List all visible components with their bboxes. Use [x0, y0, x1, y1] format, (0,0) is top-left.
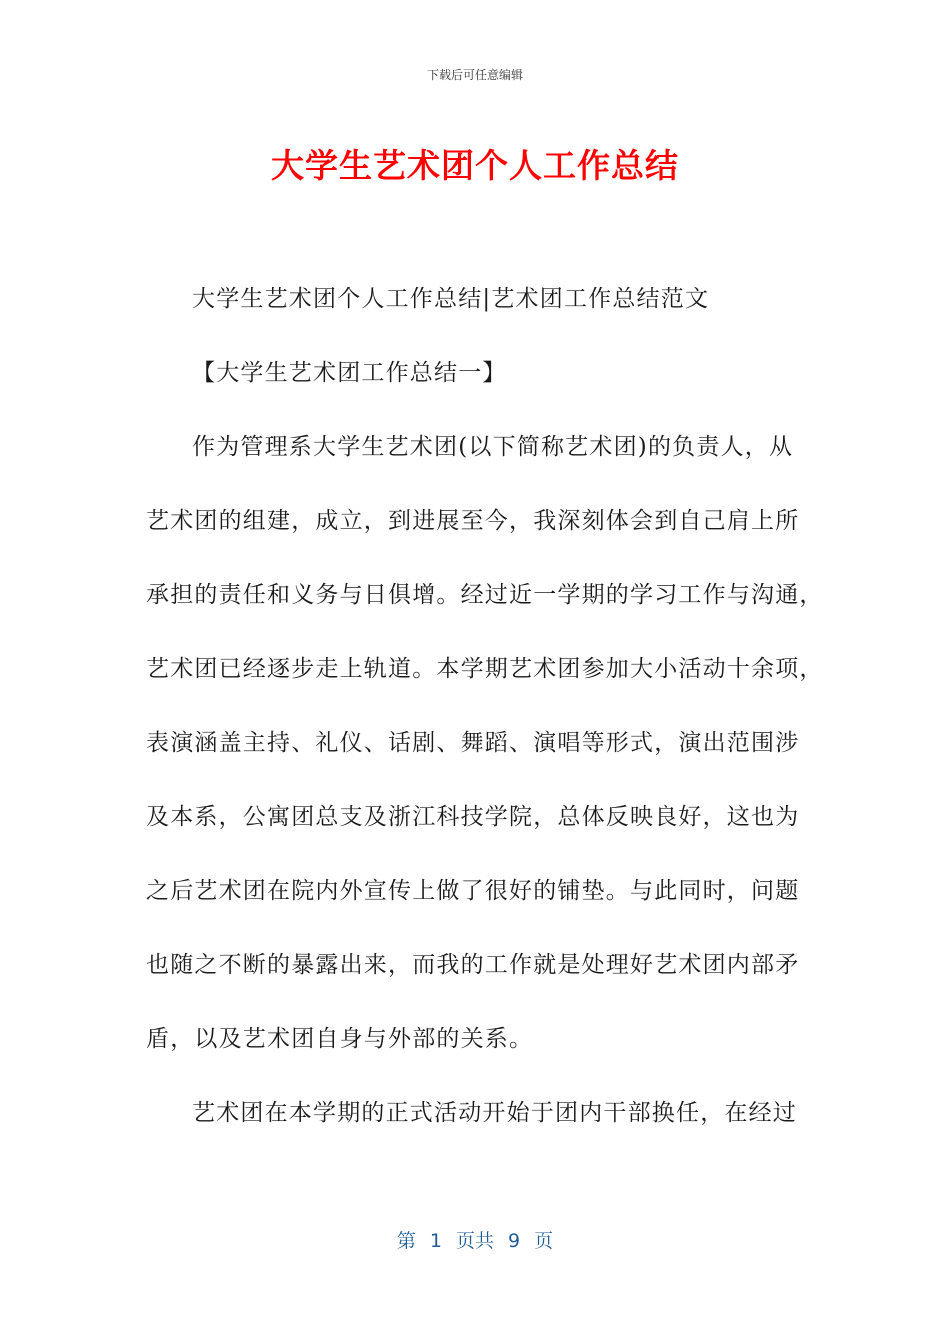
body-line: 艺术团在本学期的正式活动开始于团内干部换任，在经过: [192, 1100, 797, 1126]
subtitle-line: 大学生艺术团个人工作总结|艺术团工作总结范文: [192, 286, 710, 312]
body-line: 及本系，公寓团总支及浙江科技学院，总体反映良好，这也为: [146, 804, 800, 830]
body-line: 表演涵盖主持、礼仪、话剧、舞蹈、演唱等形式，演出范围涉: [146, 730, 800, 756]
body-line: 盾，以及艺术团自身与外部的关系。: [146, 1026, 534, 1052]
body-line: 也随之不断的暴露出来，而我的工作就是处理好艺术团内部矛: [146, 952, 800, 978]
body-line: 之后艺术团在院内外宣传上做了很好的铺垫。与此同时，问题: [146, 878, 800, 904]
page-number-footer: 第 1 页共 9 页: [396, 1230, 554, 1252]
body-line: 艺术团已经逐步走上轨道。本学期艺术团参加大小活动十余项，: [146, 656, 824, 682]
section-heading: 【大学生艺术团工作总结一】: [192, 360, 507, 386]
document-title: 大学生艺术团个人工作总结: [271, 146, 679, 185]
body-line: 作为管理系大学生艺术团(以下简称艺术团)的负责人，从: [192, 434, 794, 460]
body-line: 承担的责任和义务与日俱增。经过近一学期的学习工作与沟通，: [146, 582, 824, 608]
document-body: [146, 262, 824, 1150]
body-line: 艺术团的组建，成立，到进展至今，我深刻体会到自己肩上所: [146, 508, 800, 534]
download-note: 下载后可任意编辑: [426, 68, 523, 82]
